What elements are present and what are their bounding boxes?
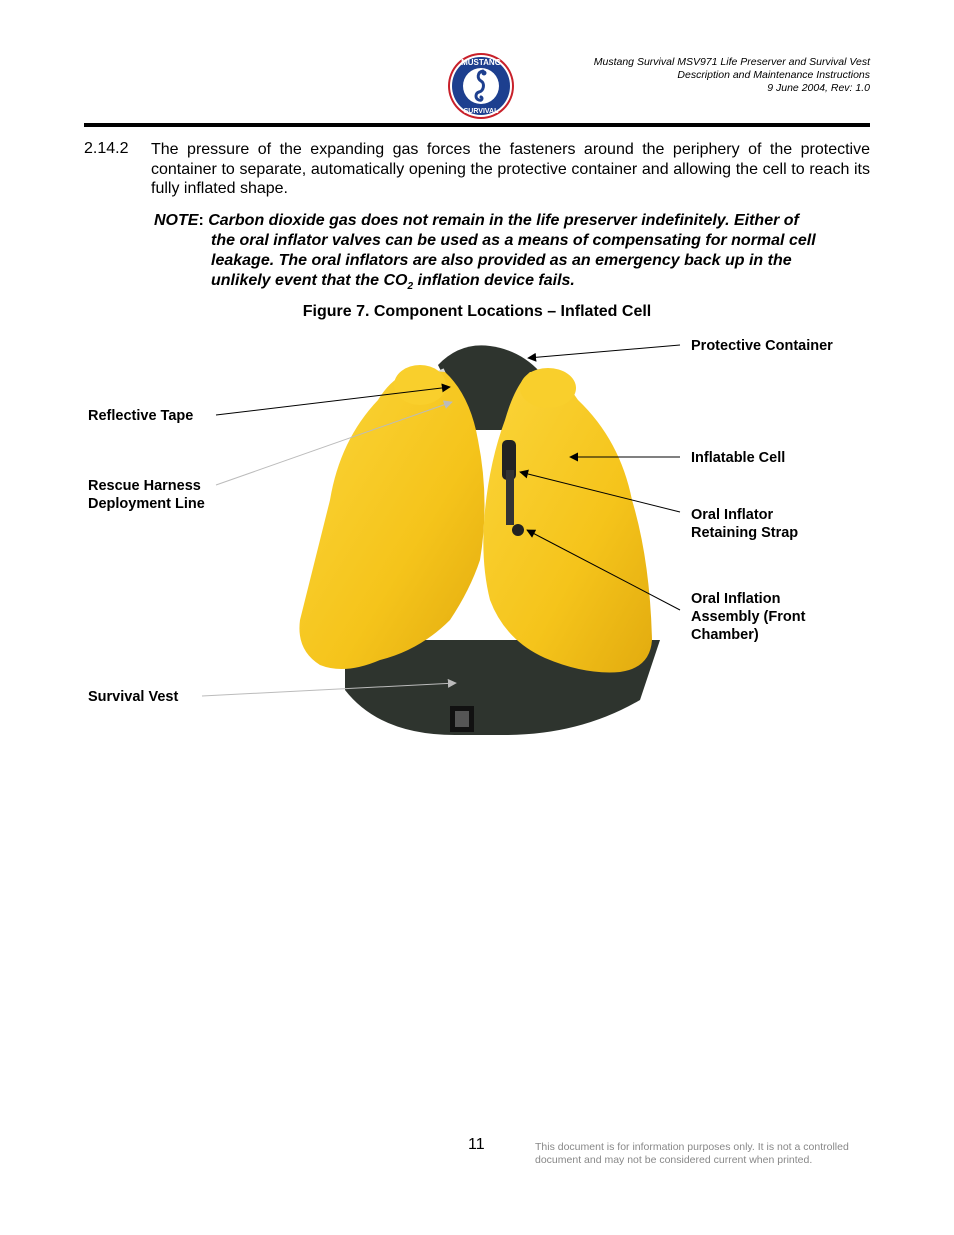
label-survival-vest: Survival Vest: [88, 689, 179, 705]
footer-disclaimer: This document is for information purposes only. It is not a controlled document and may not be considered current when printed.: [535, 1141, 849, 1166]
label-oral-inflator-strap: Oral Inflator Retaining Strap: [691, 507, 799, 541]
leader-reflective-tape: [216, 387, 450, 415]
section-paragraph: The pressure of the expanding gas forces the fasteners around the periphery of the protective container to separate, automatically opening the protective container and allowing the cell to reach its fully inflated shape.: [151, 141, 870, 197]
note-lead: NOTE: [154, 212, 199, 229]
document-header: [594, 56, 870, 95]
inflatable-cell-right: [483, 372, 652, 672]
note-line-4: unlikely event that the $CO_2$ inflation device fails.: [211, 272, 575, 293]
label-inflatable-cell: Inflatable Cell: [691, 450, 786, 466]
figure-title: Figure 7. Component Locations – Inflated Cell: [302, 303, 652, 320]
note-line-1: Carbon dioxide gas does not remain in the life preserver indefinitely. Either of: [203, 212, 799, 229]
leader-oral-inflator-strap: [520, 472, 680, 512]
section-number: 2.14.2: [84, 140, 129, 157]
label-oral-inflation-assembly: Oral Inflation Assembly (Front Chamber): [691, 591, 806, 643]
protective-container-shape: [438, 345, 540, 430]
header-line-1: Mustang Survival MSV971 Life Preserver and Survival Vest: [593, 56, 870, 68]
co2-subscript: 2: [407, 281, 414, 293]
label-rescue-harness: Rescue Harness Deployment Line: [88, 478, 205, 512]
note-colon: :: [198, 212, 204, 229]
survival-vest-shape: [345, 640, 660, 735]
label-reflective-tape: Reflective Tape: [88, 408, 194, 424]
header-line-2: Description and Maintenance Instructions: [677, 69, 870, 81]
inflatable-cell-left: [299, 370, 484, 669]
leader-rescue-harness: [216, 402, 452, 485]
mustang-survival-logo: [446, 51, 516, 121]
oral-inflator-tube: [502, 440, 524, 536]
leader-protective-container: [528, 345, 680, 358]
header-line-3: 9 June 2004, Rev: 1.0: [767, 82, 870, 94]
page-number: 11: [468, 1136, 485, 1153]
leader-oral-inflation-assembly: [527, 530, 680, 610]
logo-text-top: MUSTANG: [461, 58, 501, 67]
note-line-2: the oral inflator valves can be used as a means of compensating for normal cell: [211, 232, 816, 249]
note-block: [154, 211, 870, 297]
note-line-3: leakage. The oral inflators are also provided as an emergency back up in the: [211, 252, 792, 269]
header-divider: [84, 123, 870, 127]
label-protective-container: Protective Container: [691, 338, 833, 354]
leader-survival-vest: [202, 683, 456, 696]
logo-text-bottom: SURVIVAL: [463, 108, 499, 115]
